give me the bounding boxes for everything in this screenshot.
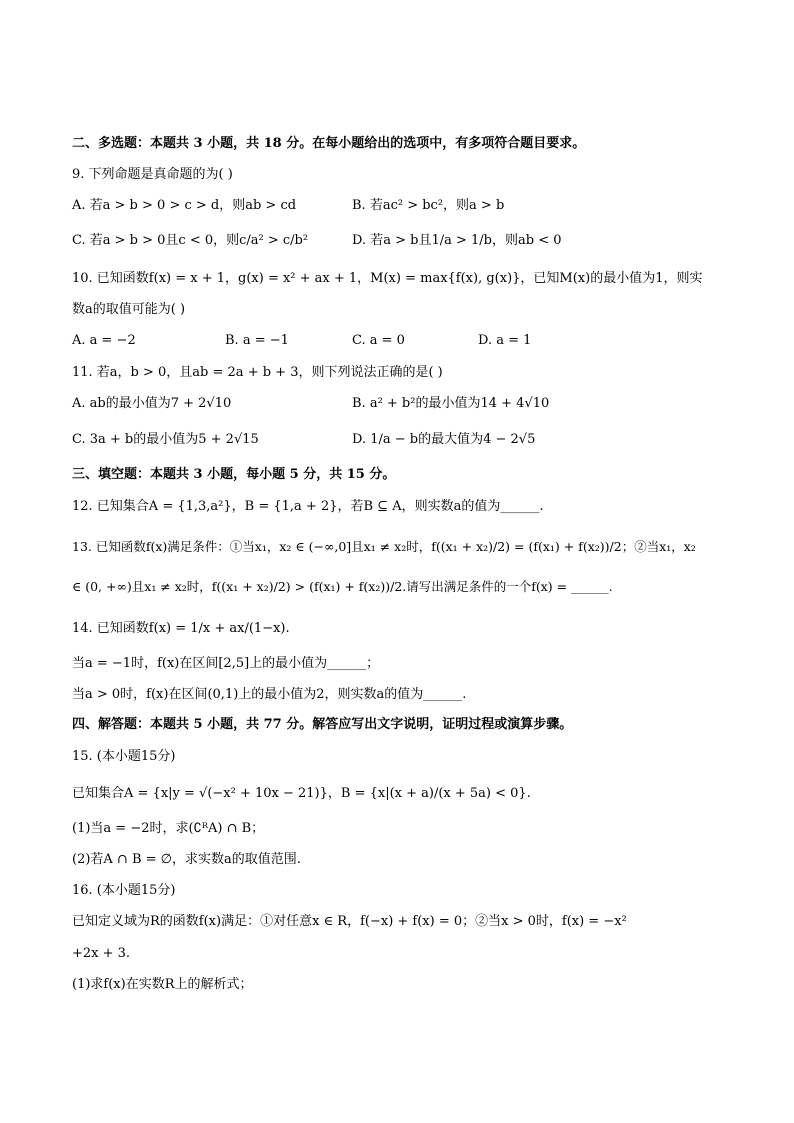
question-10-option-a: A. a = −2 [72,333,136,348]
question-16-part1: (1)求f(x)在实数R上的解析式； [72,977,253,992]
question-11-stem: 11. 若a，b > 0，且ab = 2a + b + 3，则下列说法正确的是( ) [72,365,443,380]
question-16-given-line1: 已知定义域为R的函数f(x)满足：①对任意x ∈ R，f(−x) + f(x) = 0；②当x > 0时，f(x) = −x² [72,914,627,929]
question-11-option-a: A. ab的最小值为7 + 2√10 [72,396,232,411]
question-14-part2: 当a > 0时，f(x)在区间(0,1)上的最小值为2，则实数a的值为______. [72,687,467,702]
question-16-title: 16. (本小题15分) [72,883,176,898]
question-10-option-d: D. a = 1 [478,333,532,348]
question-13-line1: 13. 已知函数f(x)满足条件：①当x₁，x₂ ∈ (−∞,0]且x₁ ≠ x₂时，f((x₁ + x₂)/2) = (f(x₁) + f(x₂))/2；②当x₁，x₂ [72,539,696,554]
question-13-line2: ∈ (0, +∞)且x₁ ≠ x₂时，f((x₁ + x₂)/2) > (f(x₁) + f(x₂))/2.请写出满足条件的一个f(x) = ______. [72,579,613,594]
question-9-option-b: B. 若ac² > bc²，则a > b [352,198,505,213]
question-16-given-line2: +2x + 3. [72,946,131,961]
question-14-stem: 14. 已知函数f(x) = 1/x + ax/(1−x). [72,621,290,636]
question-9-option-a: A. 若a > b > 0 > c > d，则ab > cd [72,198,297,213]
question-10-option-c: C. a = 0 [352,333,405,348]
section-header-fill-in: 三、填空题：本题共 3 小题，每小题 5 分，共 15 分。 [72,467,396,482]
question-10-stem-line1: 10. 已知函数f(x) = x + 1，g(x) = x² + ax + 1，M(x) = max{f(x), g(x)}，已知M(x)的最小值为1，则实 [72,271,703,286]
question-9-option-d: D. 若a > b且1/a > 1/b，则ab < 0 [352,233,562,248]
question-11-option-b: B. a² + b²的最小值为14 + 4√10 [352,396,550,411]
question-15-part1: (1)当a = −2时，求(∁ᴿA) ∩ B； [72,821,265,836]
question-14-part1: 当a = −1时，f(x)在区间[2,5]上的最小值为______； [72,656,380,671]
question-9-option-c: C. 若a > b > 0且c < 0，则c/a² > c/b² [72,233,309,248]
section-header-solution: 四、解答题：本题共 5 小题，共 77 分。解答应写出文字说明，证明过程或演算步骤。 [72,717,573,732]
section-header-multiple-choice: 二、多选题：本题共 3 小题，共 18 分。在每小题给出的选项中，有多项符合题目要求。 [72,136,586,151]
question-10-option-b: B. a = −1 [225,333,289,348]
question-10-stem-line2: 数a的取值可能为( ) [72,302,186,317]
question-12-text: 12. 已知集合A = {1,3,a²}，B = {1,a + 2}，若B ⊆ A，则实数a的值为______. [72,499,544,514]
question-11-option-d: D. 1/a − b的最大值为4 − 2√5 [352,432,536,447]
question-9-stem: 9. 下列命题是真命题的为( ) [72,167,233,182]
question-15-part2: (2)若A ∩ B = ∅，求实数a的取值范围. [72,852,301,867]
question-15-given: 已知集合A = {x|y = √(−x² + 10x − 21)}，B = {x|(x + a)/(x + 5a) < 0}. [72,786,531,801]
question-15-title: 15. (本小题15分) [72,749,176,764]
question-11-option-c: C. 3a + b的最小值为5 + 2√15 [72,432,259,447]
